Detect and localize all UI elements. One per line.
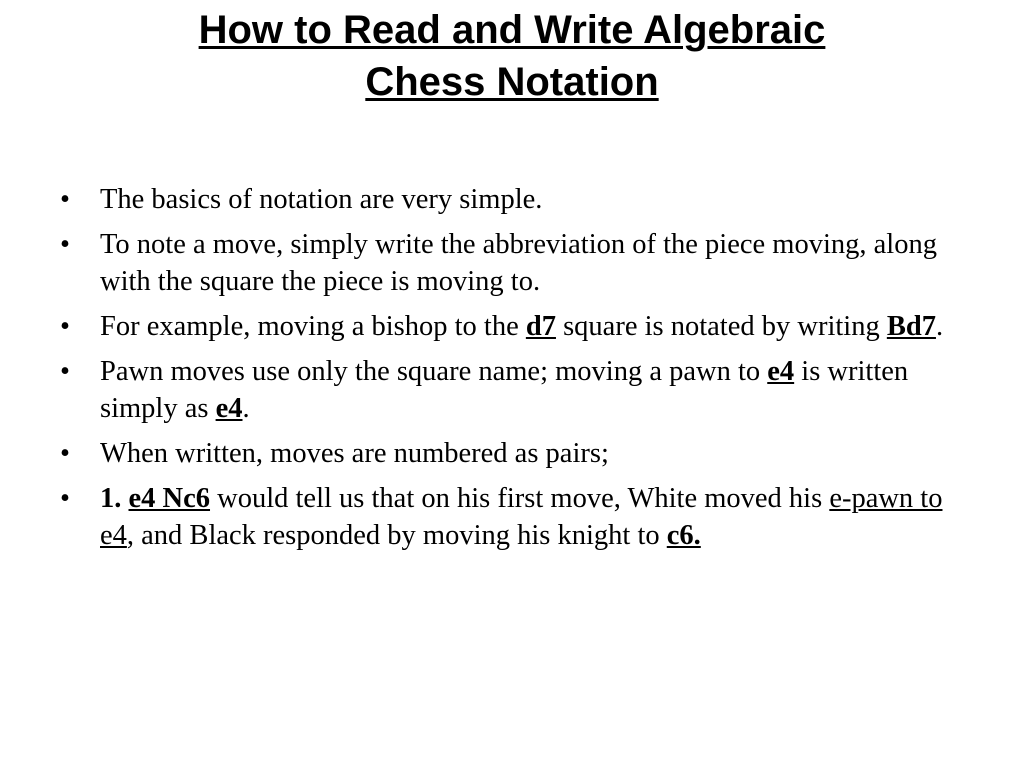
move-notation: Bd7 [886,311,936,342]
title-line-2: Chess Notation [365,60,659,104]
slide-title [40,4,984,108]
bullet-text: . [242,393,250,424]
bullet-dot: • [60,229,70,260]
title-line-1: How to Read and Write Algebraic [198,8,826,52]
bullet-item [60,308,975,345]
bullet-item [60,435,975,472]
bullet-text: When written, moves are numbered as pairs; [100,438,609,469]
pawn-move: e-pawn to e4 [100,483,943,551]
bullet-dot: • [60,311,70,342]
bullet-text: To note a move, simply write the abbreviation of the piece moving, along with the square the piece is moving to. [100,229,937,297]
move-number: 1. [100,483,122,514]
bullet-item [60,480,975,554]
square-name: e4 [767,356,795,387]
bullet-list [60,181,975,562]
bullet-dot: • [60,184,70,215]
bullet-text: For example, moving a bishop to the [100,311,526,342]
bullet-text: would tell us that on his first move, White moved his [210,483,830,514]
move-pair: e4 Nc6 [128,483,211,514]
bullet-item [60,181,975,218]
bullet-text: , and Black responded by moving his knight to [126,520,667,551]
bullet-item [60,353,975,427]
bullet-text: square is notated by writing [555,311,887,342]
bullet-text: is written simply as [100,356,909,424]
bullet-dot: • [60,356,70,387]
square-name: c6. [666,520,701,551]
bullet-text: Pawn moves use only the square name; moving a pawn to [100,356,768,387]
bullet-text: . [935,311,944,342]
bullet-dot: • [60,438,70,469]
bullet-dot: • [60,483,70,514]
move-notation: e4 [215,393,243,424]
square-name: d7 [525,311,556,342]
bullet-item [60,226,975,300]
bullet-text: The basics of notation are very simple. [100,184,543,215]
